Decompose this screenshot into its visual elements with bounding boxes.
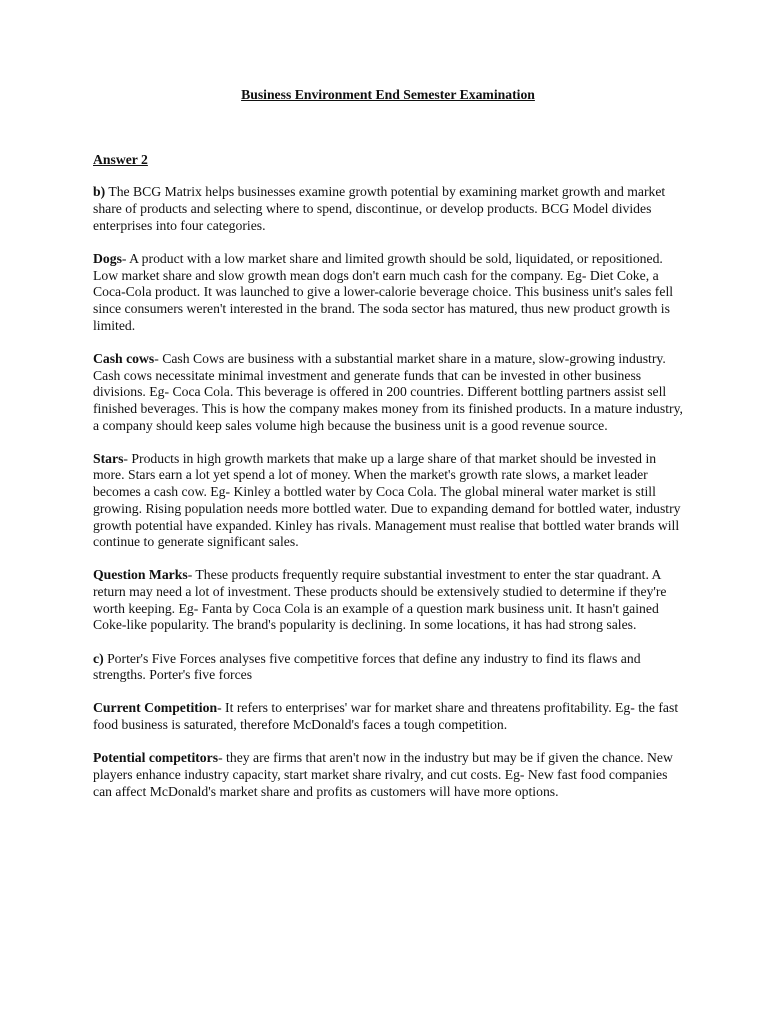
paragraph-text: - they are firms that aren't now in the industry but may be if given the chance. New players enhance industry capacity, start market share rivalry, and cut costs. Eg- New fast food companies can affect McDonald's market share and profits as customers will have more options. [93, 750, 673, 799]
paragraph-text: The BCG Matrix helps businesses examine growth potential by examining market growth and market share of products and selecting where to spend, discontinue, or develop products. BCG Model divides enterprises into four categories. [93, 184, 666, 233]
paragraph-question-marks [93, 567, 683, 634]
paragraph-term: b) [93, 184, 106, 200]
paragraph-cash-cows [93, 351, 683, 435]
paragraph-stars [93, 451, 683, 551]
paragraph-term: Cash cows [93, 350, 155, 366]
paragraph-text: - Products in high growth markets that make up a large share of that market should be invested in more. Stars earn a lot yet spend a lot of money. When the market's growth rate slows, a market leader becomes a cash cow. Eg- Kinley a bottled water by Coca Cola. The global mineral water market is still growing. Rising population needs more bottled water. Due to expanding demand for bottled water, industry growth potential have expanded. Kinley has rivals. Management must realise that bottled water brands will continue to generate significant sales. [93, 450, 681, 550]
paragraph-current-competition [93, 700, 683, 733]
paragraph-term: Question Marks [93, 567, 188, 583]
paragraph-text: - A product with a low market share and limited growth should be sold, liquidated, or repositioned. Low market share and slow growth mean dogs don't earn much cash for the company. Eg- Diet Coke, a Coca-Cola product. It was launched to give a lower-calorie beverage choice. This business unit's sales fell since consumers weren't interested in the brand. The soda sector has matured, thus new product growth is limited. [93, 250, 674, 333]
paragraph-text: - It refers to enterprises' war for market share and threatens profitability. Eg- the fast food business is saturated, therefore McDonald's faces a tough competition. [93, 700, 679, 733]
paragraph-potential-competitors [93, 750, 683, 800]
paragraph-term: Current Competition [93, 700, 218, 716]
document-page [93, 87, 683, 817]
paragraph-term: Potential competitors [93, 750, 219, 766]
paragraph-term: Dogs [93, 250, 122, 266]
paragraph-term: Stars [93, 450, 124, 466]
paragraph-text: - These products frequently require substantial investment to enter the star quadrant. A return may need a lot of investment. These products should be extensively studied to determine if they're worth keeping. Eg- Fanta by Coca Cola is an example of a question mark business unit. It hasn't gained Coke-like popularity. The brand's popularity is declining. In some locations, it has had strong sales. [93, 567, 667, 633]
document-title: Business Environment End Semester Examination [241, 87, 535, 102]
paragraph-term: c) [93, 650, 104, 666]
answer-heading: Answer 2 [93, 151, 148, 167]
paragraph-bcg-intro [93, 184, 683, 234]
paragraph-text: - Cash Cows are business with a substantial market share in a mature, slow-growing industry. Cash cows necessitate minimal investment and generate funds that can be invested in other business divisions. Eg- Coca Cola. This beverage is offered in 200 countries. Different bottling partners assist sell finished beverages. This is how the company makes money from its finished products. In a mature industry, a company should keep sales volume high because the business unit is a good revenue source. [93, 350, 683, 433]
paragraph-dogs [93, 251, 683, 335]
paragraph-porter-intro [93, 651, 683, 684]
paragraph-text: Porter's Five Forces analyses five competitive forces that define any industry to find its flaws and strengths. Porter's five forces [93, 650, 641, 683]
